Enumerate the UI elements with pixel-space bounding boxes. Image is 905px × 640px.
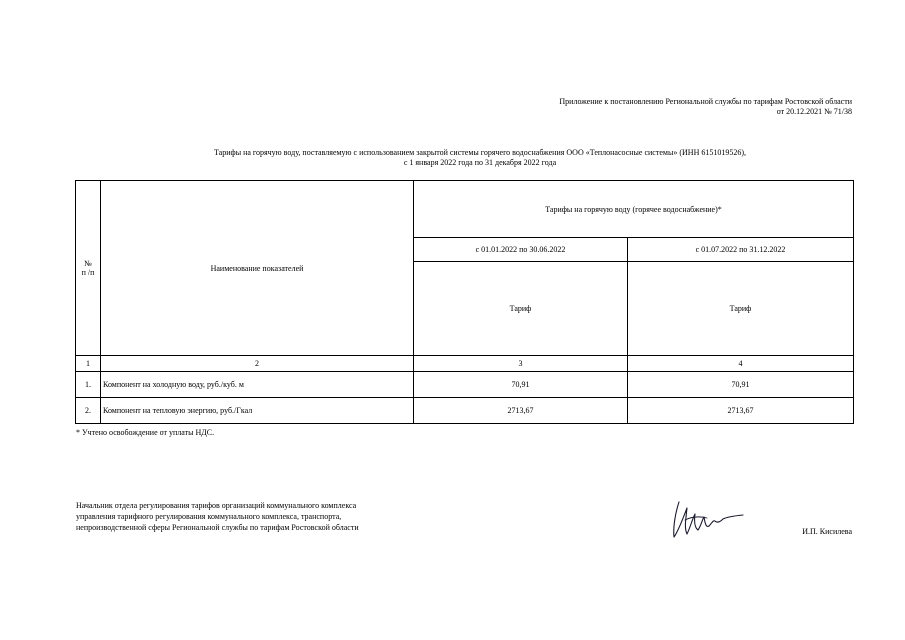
column-number: 4	[628, 356, 854, 372]
appendix-line-2: от 20.12.2021 № 71/38	[776, 107, 852, 116]
row-number: 2.	[76, 398, 101, 424]
table-row	[76, 372, 854, 398]
tariff-table	[75, 180, 854, 424]
appendix-line-1: Приложение к постановлению Региональной службы по тарифам Ростовской области	[559, 97, 852, 106]
footnote: * Учтено освобождение от уплаты НДС.	[76, 428, 215, 437]
column-number: 2	[101, 356, 414, 372]
row-value-first-half: 70,91	[414, 372, 628, 398]
table-row	[76, 398, 854, 424]
period-header-1: с 01.01.2022 по 30.06.2022	[414, 238, 628, 262]
signer-line-3: непроизводственной сферы Региональной службы по тарифам Ростовской области	[76, 523, 359, 532]
row-value-second-half: 2713,67	[628, 398, 854, 424]
header-number-cell: № п /п	[76, 181, 101, 356]
column-number: 1	[76, 356, 101, 372]
signer-name: И.П. Кисилева	[802, 527, 852, 536]
tariff-label-2: Тариф	[628, 262, 854, 356]
tariff-label-1: Тариф	[414, 262, 628, 356]
signer-line-2: управления тарифного регулирования коммунального комплекса, транспорта,	[76, 512, 342, 521]
signer-line-1: Начальник отдела регулирования тарифов организаций коммунального комплекса	[76, 501, 357, 510]
row-number: 1.	[76, 372, 101, 398]
column-number: 3	[414, 356, 628, 372]
title-line-2: с 1 января 2022 года по 31 декабря 2022 года	[403, 158, 557, 167]
handwritten-signature	[665, 490, 745, 545]
appendix-note	[559, 97, 852, 117]
signer-position	[76, 500, 359, 533]
header-name-cell: Наименование показателей	[101, 181, 414, 356]
row-value-second-half: 70,91	[628, 372, 854, 398]
title-line-1: Тарифы на горячую воду, поставляемую с использованием закрытой системы горячего водоснабжения ООО «Теплонасосные системы» (ИНН 6151019526),	[213, 148, 747, 157]
row-value-first-half: 2713,67	[414, 398, 628, 424]
row-name: Компонент на тепловую энергию, руб./Гкал	[101, 398, 414, 424]
row-name: Компонент на холодную воду, руб./куб. м	[101, 372, 414, 398]
column-number-row	[76, 356, 854, 372]
header-group-cell: Тарифы на горячую воду (горячее водоснабжение)*	[414, 181, 854, 238]
document-title	[120, 148, 840, 168]
period-header-2: с 01.07.2022 по 31.12.2022	[628, 238, 854, 262]
